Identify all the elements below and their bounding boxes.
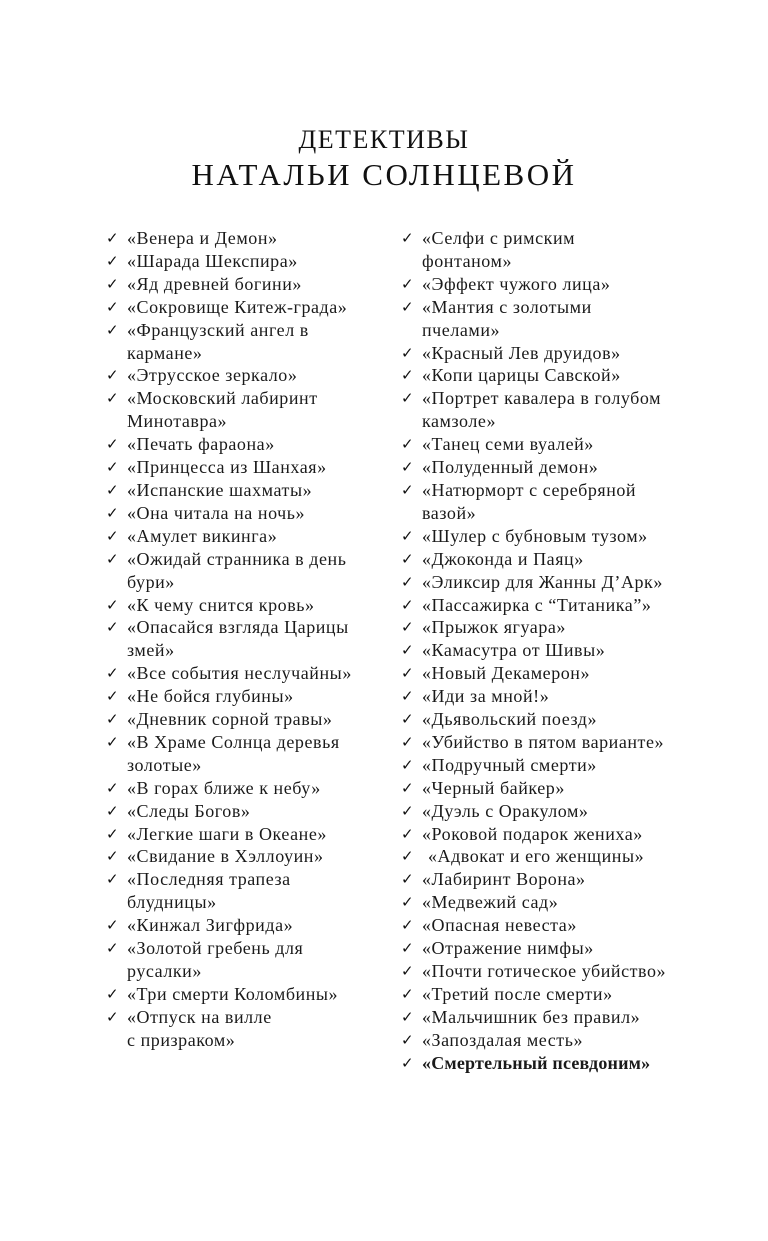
book-list-item: [401, 914, 701, 937]
checkmark-icon: ✓: [106, 847, 120, 866]
book-title: [422, 1053, 650, 1073]
book-title: [422, 274, 610, 294]
book-title: [422, 755, 597, 775]
checkmark-icon: ✓: [401, 572, 415, 591]
book-list-item: [106, 594, 381, 617]
checkmark-icon: ✓: [401, 710, 415, 729]
checkmark-icon: ✓: [401, 435, 415, 454]
book-title-line: «Роковой подарок жениха»: [422, 823, 643, 844]
checkmark-icon: ✓: [401, 549, 415, 568]
book-title-line: «Последняя трапеза: [127, 869, 291, 890]
book-list-item: [106, 296, 381, 319]
book-title-line: «Печать фараона»: [127, 434, 275, 455]
checkmark-icon: ✓: [106, 664, 120, 683]
book-list-item: [401, 845, 701, 868]
book-title-line: «Венера и Демон»: [127, 228, 278, 248]
book-title: [422, 457, 598, 477]
book-title-line: «Натюрморт с серебряной: [422, 479, 637, 500]
book-list-item: [401, 777, 701, 800]
book-title-line: «Пассажирка с “Титаника”»: [422, 594, 652, 615]
book-title-line: «Следы Богов»: [127, 800, 251, 821]
book-title-line: змей»: [127, 640, 175, 661]
book-title-line: кармане»: [127, 342, 203, 363]
page-title: [0, 124, 768, 194]
book-title-line: «Кинжал Зигфрида»: [127, 915, 294, 936]
book-title-line: «Красный Лев друидов»: [422, 342, 621, 363]
checkmark-icon: ✓: [401, 274, 415, 293]
checkmark-icon: ✓: [401, 1007, 415, 1026]
book-title-line: «Этрусское зеркало»: [127, 365, 298, 386]
book-title-line: «Новый Декамерон»: [422, 663, 591, 684]
book-title-line: «Мантия с золотыми: [422, 296, 592, 317]
book-title: [422, 388, 661, 431]
book-title: [422, 617, 566, 637]
book-list-item: [401, 616, 701, 639]
book-title-line: «Не бойся глубины»: [127, 686, 294, 707]
checkmark-icon: ✓: [106, 320, 120, 339]
book-title: [127, 549, 346, 592]
book-list-item: [106, 731, 381, 777]
book-title-line: «Сокровище Китеж-града»: [127, 296, 348, 317]
book-list-item: [106, 868, 381, 914]
book-list-right: [401, 227, 701, 1075]
checkmark-icon: ✓: [401, 824, 415, 843]
book-title: [422, 1030, 583, 1050]
book-title-line: «Опасная невеста»: [422, 915, 577, 936]
checkmark-icon: ✓: [401, 893, 415, 912]
book-list-item: [106, 433, 381, 456]
book-title: [127, 503, 305, 523]
book-title: [422, 915, 577, 935]
book-title-line: «Камасутра от Шивы»: [422, 640, 606, 661]
checkmark-icon: ✓: [401, 664, 415, 683]
book-title-line: «К чему снится кровь»: [127, 594, 315, 615]
book-title-line: «Убийство в пятом варианте»: [422, 731, 665, 752]
book-title-line: «Свидание в Хэллоуин»: [127, 846, 324, 867]
book-list-item: [106, 227, 381, 250]
book-title: [422, 984, 613, 1004]
book-title-line: «Медвежий сад»: [422, 892, 559, 913]
book-title: [127, 251, 298, 271]
checkmark-icon: ✓: [401, 962, 415, 980]
book-list-item: [401, 754, 701, 777]
book-title-line: «Танец семи вуалей»: [422, 434, 594, 455]
book-list-item: [401, 891, 701, 914]
book-title-line: «Все события неслучайны»: [127, 663, 352, 684]
book-list-item: [106, 914, 381, 937]
book-title: [422, 1007, 640, 1027]
checkmark-icon: ✓: [106, 435, 120, 454]
book-title: [422, 961, 666, 981]
book-list-item: [106, 1006, 381, 1052]
book-title-line: «Отражение нимфы»: [422, 938, 594, 959]
book-title: [127, 778, 321, 798]
checkmark-icon: ✓: [106, 618, 120, 637]
book-title: [127, 686, 294, 706]
book-title-line: «Эффект чужого лица»: [422, 273, 611, 294]
book-title: [422, 846, 644, 866]
checkmark-icon: ✓: [401, 847, 415, 866]
book-list-item: [106, 616, 381, 662]
book-title: [422, 480, 636, 523]
checkmark-icon: ✓: [401, 595, 415, 614]
checkmark-icon: ✓: [401, 618, 415, 637]
book-list-item: [401, 525, 701, 548]
checkmark-icon: ✓: [106, 595, 120, 614]
book-list-item: [401, 1029, 701, 1052]
book-title: [422, 869, 586, 889]
checkmark-icon: ✓: [106, 939, 120, 958]
book-title-line: «Московский лабиринт: [127, 388, 318, 409]
book-title-line: «Опасайся взгляда Царицы: [127, 617, 349, 638]
book-title-line: вазой»: [422, 502, 477, 523]
book-title: [422, 732, 664, 752]
book-title: [127, 595, 315, 615]
book-title: [422, 595, 651, 615]
book-title: [127, 938, 303, 981]
book-title: [422, 434, 594, 454]
checkmark-icon: ✓: [106, 801, 120, 820]
book-title-line: «Яд древней богини»: [127, 273, 302, 294]
book-title-line: с призраком»: [127, 1029, 236, 1050]
book-list-item: [106, 823, 381, 846]
checkmark-icon: ✓: [401, 1030, 415, 1049]
book-title-line: «Иди за мной!»: [422, 686, 550, 707]
book-title-line: «В горах ближе к небу»: [127, 777, 321, 798]
book-list-item: [106, 525, 381, 548]
book-list-item: [106, 662, 381, 685]
book-title: [127, 846, 324, 866]
book-list-item: [401, 273, 701, 296]
book-title-line: «Испанские шахматы»: [127, 479, 313, 500]
book-title: [422, 526, 648, 546]
checkmark-icon: ✓: [106, 984, 120, 1003]
series-title: ДЕТЕКТИВЫ: [298, 125, 470, 154]
book-list-item: [401, 662, 701, 685]
checkmark-icon: ✓: [401, 297, 415, 316]
book-title-line: фонтаном»: [422, 250, 513, 271]
book-title-line: «Дьявольский поезд»: [422, 709, 598, 730]
book-title-line: «Эликсир для Жанны Д’Арк»: [422, 571, 663, 592]
book-list-item: [401, 548, 701, 571]
book-title-line: «Дневник сорной травы»: [127, 709, 333, 730]
book-list-item: [401, 342, 701, 365]
book-list-item: [401, 594, 701, 617]
book-title: [127, 984, 338, 1004]
checkmark-icon: ✓: [106, 870, 120, 889]
checkmark-icon: ✓: [401, 801, 415, 820]
checkmark-icon: ✓: [106, 687, 120, 706]
book-title: [127, 297, 347, 317]
book-list-item: [401, 296, 701, 342]
book-title: [127, 480, 312, 500]
checkmark-icon: ✓: [401, 732, 415, 751]
book-title: [127, 663, 352, 683]
book-title: [422, 778, 565, 798]
book-list-item: [106, 387, 381, 433]
book-title: [422, 938, 594, 958]
book-list-item: [401, 823, 701, 846]
book-list-item: [401, 387, 701, 433]
checkmark-icon: ✓: [106, 297, 120, 316]
book-list-left: [106, 227, 381, 1052]
book-title: [422, 824, 643, 844]
checkmark-icon: ✓: [401, 778, 415, 797]
checkmark-icon: ✓: [401, 916, 415, 935]
book-list-item: [401, 227, 701, 273]
book-title-line: «Шарада Шекспира»: [127, 250, 298, 271]
book-title: [127, 1007, 272, 1050]
book-title: [127, 365, 297, 385]
book-title: [127, 274, 302, 294]
book-title: [422, 801, 588, 821]
book-title: [127, 388, 318, 431]
book-title-line: «Шулер с бубновым тузом»: [422, 525, 648, 546]
book-list-item: [401, 1052, 701, 1075]
book-list-item: [106, 456, 381, 479]
book-title: [127, 801, 250, 821]
book-title: [422, 663, 590, 683]
book-list-item: [401, 571, 701, 594]
checkmark-icon: ✓: [401, 984, 415, 1003]
book-title-line: «Запоздалая месть»: [422, 1029, 584, 1050]
book-list-item: [401, 800, 701, 823]
checkmark-icon: ✓: [106, 274, 120, 293]
book-title-line: «Полуденный демон»: [422, 457, 599, 478]
book-list-item: [401, 731, 701, 754]
checkmark-icon: ✓: [401, 1053, 415, 1072]
book-title: [127, 617, 349, 660]
checkmark-icon: ✓: [401, 641, 415, 660]
book-title-line: «Золотой гребень для: [127, 938, 304, 959]
book-list-item: [106, 685, 381, 708]
checkmark-icon: ✓: [401, 229, 415, 247]
book-title: [127, 732, 340, 775]
book-list-item: [106, 845, 381, 868]
book-title-line: «В Храме Солнца деревья: [127, 731, 340, 752]
book-title-line: «Почти готическое убийство»: [422, 961, 667, 981]
book-title: [127, 526, 277, 546]
book-title-line: «Отпуск на вилле: [127, 1006, 272, 1027]
book-title-line: золотые»: [127, 754, 202, 775]
book-list-item: [106, 937, 381, 983]
checkmark-icon: ✓: [401, 687, 415, 706]
checkmark-icon: ✓: [106, 916, 120, 935]
book-list-item: [106, 983, 381, 1006]
book-title-line: «Французский ангел в: [127, 319, 309, 340]
book-title: [422, 549, 584, 569]
book-title: [127, 228, 278, 248]
book-list-item: [106, 800, 381, 823]
book-title: [127, 824, 327, 844]
book-title-line: блудницы»: [127, 892, 217, 913]
book-title-line: «Селфи с римским: [422, 228, 576, 248]
book-title-line: «Прыжок ягуара»: [422, 617, 566, 638]
checkmark-icon: ✓: [401, 755, 415, 774]
book-title: [127, 709, 332, 729]
book-title: [422, 365, 621, 385]
book-list-item: [401, 868, 701, 891]
checkmark-icon: ✓: [106, 824, 120, 843]
book-list-item: [401, 708, 701, 731]
checkmark-icon: ✓: [106, 710, 120, 729]
book-list-item: [106, 777, 381, 800]
book-list-item: [401, 937, 701, 960]
book-title-line: Минотавра»: [127, 411, 228, 432]
book-title-line: русалки»: [127, 961, 202, 981]
checkmark-icon: ✓: [106, 366, 120, 385]
book-title-line: «Портрет кавалера в голубом: [422, 388, 662, 409]
book-title: [127, 457, 327, 477]
book-list-item: [106, 250, 381, 273]
book-title-line: «Легкие шаги в Океане»: [127, 823, 327, 844]
book-title: [127, 434, 275, 454]
book-title-line: «Третий после смерти»: [422, 983, 613, 1004]
book-list-item: [106, 273, 381, 296]
book-list-item: [106, 364, 381, 387]
checkmark-icon: ✓: [106, 549, 120, 568]
book-title-line: «Дуэль с Оракулом»: [422, 800, 589, 821]
book-list-item: [401, 364, 701, 387]
checkmark-icon: ✓: [401, 343, 415, 362]
book-title: [422, 892, 558, 912]
book-list-item: [401, 685, 701, 708]
book-title-line: «Амулет викинга»: [127, 525, 278, 546]
checkmark-icon: ✓: [401, 939, 415, 958]
book-title: [127, 915, 293, 935]
author-name: НАТАЛЬИ СОЛНЦЕВОЙ: [191, 157, 577, 192]
checkmark-icon: ✓: [106, 389, 120, 408]
book-list-item: [401, 639, 701, 662]
book-title: [422, 228, 575, 271]
checkmark-icon: ✓: [401, 480, 415, 499]
book-list-item: [401, 983, 701, 1006]
book-list-item: [401, 1006, 701, 1029]
book-title-line: «Лабиринт Ворона»: [422, 869, 586, 890]
book-list-item: [106, 708, 381, 731]
book-title-line: бури»: [127, 571, 175, 592]
checkmark-icon: ✓: [106, 526, 120, 545]
book-title: [422, 572, 663, 592]
book-title-line: «Подручный смерти»: [422, 754, 597, 775]
book-title: [422, 297, 592, 340]
book-title: [127, 320, 309, 363]
book-title-line: «Она читала на ночь»: [127, 502, 306, 523]
book-title-line: «Три смерти Коломбины»: [127, 983, 339, 1004]
book-title-line: «Черный байкер»: [422, 777, 565, 798]
checkmark-icon: ✓: [106, 778, 120, 797]
book-list-item: [401, 479, 701, 525]
book-title-line: «Джоконда и Паяц»: [422, 548, 584, 569]
book-list-item: [106, 319, 381, 365]
checkmark-icon: ✓: [401, 870, 415, 889]
book-title-line: пчелами»: [422, 319, 501, 340]
book-title-line: «Адвокат и его женщины»: [428, 846, 645, 867]
checkmark-icon: ✓: [106, 480, 120, 499]
book-title-line: «Мальчишник без правил»: [422, 1006, 641, 1027]
book-title-line: «Ожидай странника в день: [127, 548, 347, 569]
book-list-item: [401, 433, 701, 456]
book-title: [422, 640, 605, 660]
book-title-line: «Копи царицы Савской»: [422, 365, 621, 386]
book-title-line: «Смертельный псевдоним»: [422, 1052, 651, 1073]
book-list-item: [106, 502, 381, 525]
checkmark-icon: ✓: [106, 458, 120, 477]
checkmark-icon: ✓: [106, 229, 120, 247]
checkmark-icon: ✓: [106, 732, 120, 751]
checkmark-icon: ✓: [401, 526, 415, 545]
book-title: [422, 343, 621, 363]
book-title-line: камзоле»: [422, 411, 496, 432]
book-list-item: [401, 960, 701, 983]
book-list-item: [106, 479, 381, 502]
book-list-item: [106, 548, 381, 594]
checkmark-icon: ✓: [106, 503, 120, 522]
checkmark-icon: ✓: [106, 251, 120, 270]
book-title: [127, 869, 291, 912]
checkmark-icon: ✓: [401, 389, 415, 408]
book-title: [422, 686, 549, 706]
book-list-item: [401, 456, 701, 479]
book-title-line: «Принцесса из Шанхая»: [127, 457, 327, 478]
checkmark-icon: ✓: [401, 366, 415, 385]
checkmark-icon: ✓: [401, 458, 415, 477]
book-title: [422, 709, 597, 729]
checkmark-icon: ✓: [106, 1007, 120, 1026]
